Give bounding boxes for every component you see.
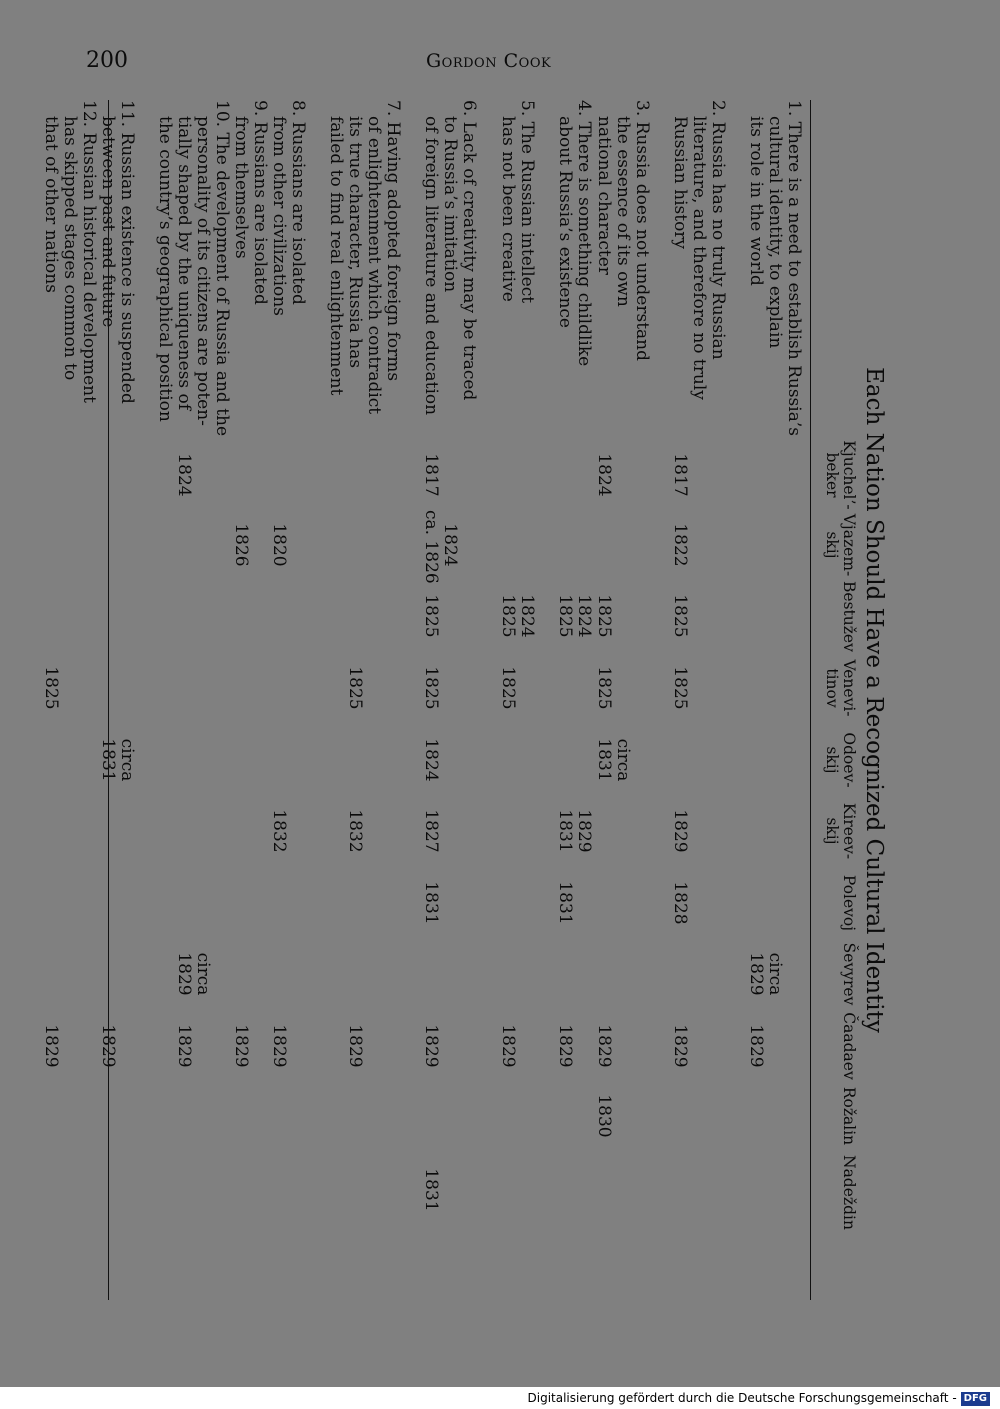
row-label-line: of enlightenment which contradict — [364, 116, 384, 415]
cell-value: 1825 — [670, 666, 690, 710]
table-cell — [231, 1011, 250, 1081]
table-cell — [746, 939, 784, 1009]
cell-value: 1829 — [41, 1024, 61, 1068]
cell-value: 1822 — [670, 523, 690, 567]
table-cell — [421, 868, 440, 938]
table-cell — [670, 440, 689, 510]
cell-value: 1832 — [345, 809, 365, 853]
cell-value: 1829 — [231, 1024, 251, 1068]
table-cell — [594, 1081, 613, 1151]
table-cell — [174, 1011, 193, 1081]
cell-value: 1829 — [345, 1024, 365, 1068]
row-label-line: 2. Russia has no truly Russian — [708, 100, 728, 360]
row-label-line: personality of its citizens are poten- — [193, 116, 213, 426]
cell-value: 1828 — [670, 881, 690, 925]
row-label-line: 6. Lack of creativity may be traced — [459, 100, 479, 401]
row-label — [98, 100, 136, 800]
table-cell — [670, 510, 689, 580]
table-cell — [421, 510, 460, 584]
cell-value: 1825 — [421, 594, 441, 638]
table-cell — [421, 1011, 440, 1081]
row-label-line: its true character, Russia has — [345, 116, 365, 369]
cell-value: 1831 — [421, 881, 441, 925]
cell-value: 1825 — [421, 666, 441, 710]
column-header — [840, 1081, 857, 1151]
rotated-table — [41, 100, 895, 1300]
row-label-line: that of other nations — [41, 116, 61, 293]
row-label-line: Russian history — [670, 116, 690, 250]
cell-value: 1829 — [670, 1024, 690, 1068]
table-cell — [421, 653, 440, 723]
column-header-line: skij — [823, 746, 841, 774]
table-cell — [594, 725, 632, 795]
cell-value: 1829 — [174, 952, 194, 996]
row-label-line: to Russia’s imitation — [440, 116, 460, 293]
cell-value: 1829 — [269, 1024, 289, 1068]
cell-value: 1817 — [670, 453, 690, 497]
table-cell — [421, 440, 440, 510]
row-label-line: the essence of its own — [613, 116, 633, 307]
cell-value: 1831 — [555, 809, 575, 853]
cell-value: 1829 — [98, 1024, 118, 1068]
cell-value: 1824 — [574, 594, 594, 638]
column-header-line: tinov — [823, 668, 841, 708]
row-label-line: its role in the world — [746, 116, 766, 286]
cell-value: 1831 — [421, 1168, 441, 1212]
table-cell — [269, 1011, 288, 1081]
row-label-line: failed to find real enlightenment — [326, 116, 346, 396]
cell-value: 1829 — [421, 1024, 441, 1068]
cell-value: 1829 — [498, 1024, 518, 1068]
dfg-logo: DFG — [961, 1392, 990, 1406]
table-cell — [594, 653, 613, 723]
cell-value: 1824 — [440, 523, 460, 567]
table-cell — [555, 581, 593, 651]
cell-value: 1825 — [594, 666, 614, 710]
row-label-line: 9. Russians are isolated — [250, 100, 270, 305]
table-cell — [670, 868, 689, 938]
table-cell — [269, 796, 288, 866]
column-header — [840, 1155, 858, 1230]
row-label-line: about Russia’s existence — [555, 116, 575, 328]
table-top-rule — [810, 100, 811, 1300]
cell-value: 1825 — [41, 666, 61, 710]
table-cell — [670, 1011, 689, 1081]
cell-value: 1827 — [421, 809, 441, 853]
table-cell — [231, 510, 250, 580]
table-cell — [421, 796, 440, 866]
cell-value: ca. 1826 — [421, 510, 441, 584]
table-cell — [555, 868, 574, 938]
cell-value: circa — [613, 738, 633, 782]
row-label-line: 4. There is something childlike — [574, 100, 594, 367]
column-header-line: Kjuchel’- — [840, 440, 858, 510]
cell-value: 1824 — [174, 453, 194, 497]
column-header — [823, 510, 857, 580]
cell-value: 1831 — [594, 738, 614, 782]
table-cell — [498, 581, 536, 651]
table-cell — [594, 1011, 613, 1081]
table-cell — [498, 653, 517, 723]
row-label-line: 3. Russia does not understand — [632, 100, 652, 362]
row-label-line: 1. There is a need to establish Russia’s — [784, 100, 804, 436]
table-cell — [174, 939, 212, 1009]
cell-value: 1825 — [498, 594, 518, 638]
column-header-line: Ševyrev — [840, 942, 858, 1006]
row-label — [269, 100, 307, 800]
table-cell — [345, 653, 364, 723]
table-cell — [555, 796, 593, 866]
row-label-line: literature, and therefore no truly — [689, 116, 709, 400]
cell-value: 1829 — [574, 809, 594, 853]
column-header-line: Nadeždin — [840, 1155, 858, 1230]
column-header-line: skij — [823, 817, 841, 845]
row-label-line: 12. Russian historical development — [79, 100, 99, 403]
table-cell — [670, 653, 689, 723]
page-number: 200 — [86, 48, 128, 73]
column-header-line: Polevoj — [840, 874, 858, 932]
table-cell — [498, 1011, 517, 1081]
table-cell — [555, 1011, 574, 1081]
column-header-line: skij — [823, 531, 841, 559]
column-header — [823, 653, 857, 723]
table-cell — [421, 1155, 440, 1225]
column-header-line: Kireev- — [840, 802, 858, 860]
row-label-line: 10. The development of Russia and the — [212, 100, 232, 437]
cell-value: 1825 — [498, 666, 518, 710]
cell-value: 1824 — [421, 738, 441, 782]
table-cell — [269, 510, 288, 580]
cell-value: 1829 — [555, 1024, 575, 1068]
row-label-line: between past and future — [98, 116, 118, 328]
column-header — [823, 440, 857, 510]
cell-value: 1820 — [269, 523, 289, 567]
cell-value: 1825 — [555, 594, 575, 638]
column-header-line: Vjazem- — [840, 513, 858, 577]
column-header — [840, 939, 857, 1009]
digitization-footer — [0, 1387, 1000, 1409]
cell-value: 1830 — [594, 1094, 614, 1138]
running-head: Gordon Cook — [426, 50, 552, 72]
row-label-line: the country’s geographical position — [155, 116, 175, 422]
column-header — [840, 868, 857, 938]
cell-value: 1825 — [594, 594, 614, 638]
cell-value: circa — [117, 738, 137, 782]
row-label-line: from themselves — [231, 116, 251, 259]
table-cell — [98, 725, 136, 795]
cell-value: 1831 — [555, 881, 575, 925]
table-cell — [41, 653, 60, 723]
row-label-line: cultural identity, to explain — [765, 116, 785, 349]
row-label — [746, 100, 803, 800]
cell-value: 1829 — [594, 1024, 614, 1068]
table-cell — [421, 725, 440, 795]
cell-value: 1832 — [269, 809, 289, 853]
cell-value: circa — [765, 952, 785, 996]
column-header-line: Venevi- — [840, 659, 858, 717]
cell-value: 1831 — [98, 738, 118, 782]
table-cell — [174, 440, 193, 510]
row-label-line: national character — [594, 116, 614, 275]
cell-value: 1829 — [746, 1024, 766, 1068]
table-cell — [345, 1011, 364, 1081]
cell-value: 1825 — [670, 594, 690, 638]
column-header — [840, 581, 857, 651]
table-cell — [345, 796, 364, 866]
cell-value: 1825 — [345, 666, 365, 710]
table-cell — [670, 581, 689, 651]
table-bottom-rule — [108, 100, 109, 1300]
cell-value: 1817 — [421, 453, 441, 497]
footer-text: Digitalisierung gefördert durch die Deutsche Forschungsgemeinschaft - — [527, 1391, 957, 1405]
cell-value: 1824 — [517, 594, 537, 638]
column-header-line: Rožalin — [840, 1086, 858, 1146]
row-label-line: has skipped stages common to — [60, 116, 80, 381]
row-label-line: from other civilizations — [269, 116, 289, 316]
row-label-line: 11. Russian existence is suspended — [117, 100, 137, 404]
column-header-line: Bestužev — [840, 581, 858, 652]
table-cell — [594, 581, 613, 651]
cell-value: 1826 — [231, 523, 251, 567]
table-cell — [670, 796, 689, 866]
column-header-line: beker — [823, 452, 841, 498]
table-cell — [41, 1011, 60, 1081]
row-label-line: 5. The Russian intellect — [517, 100, 537, 304]
table-cell — [746, 1011, 765, 1081]
table-title: Each Nation Should Have a Recognized Cultural Identity — [861, 367, 887, 1033]
table-cell — [594, 440, 613, 510]
row-label-line: of foreign literature and education — [421, 116, 441, 416]
row-label — [155, 100, 231, 800]
cell-value: 1829 — [746, 952, 766, 996]
column-header-line: Čaadaev — [840, 1012, 858, 1080]
column-header — [823, 796, 857, 866]
cell-value: circa — [193, 952, 213, 996]
column-header-line: Odoev- — [840, 732, 858, 788]
row-label-line: 7. Having adopted foreign forms — [383, 100, 403, 382]
row-label-line: 8. Russians are isolated — [288, 100, 308, 305]
cell-value: 1829 — [174, 1024, 194, 1068]
cell-value: 1824 — [594, 453, 614, 497]
row-label-line: tially shaped by the uniqueness of — [174, 116, 194, 411]
table-cell — [421, 581, 440, 651]
row-label-line: has not been creative — [498, 116, 518, 302]
row-label — [231, 100, 269, 800]
row-label — [555, 100, 593, 800]
cell-value: 1829 — [670, 809, 690, 853]
column-header — [840, 1011, 857, 1081]
column-header — [823, 725, 857, 795]
